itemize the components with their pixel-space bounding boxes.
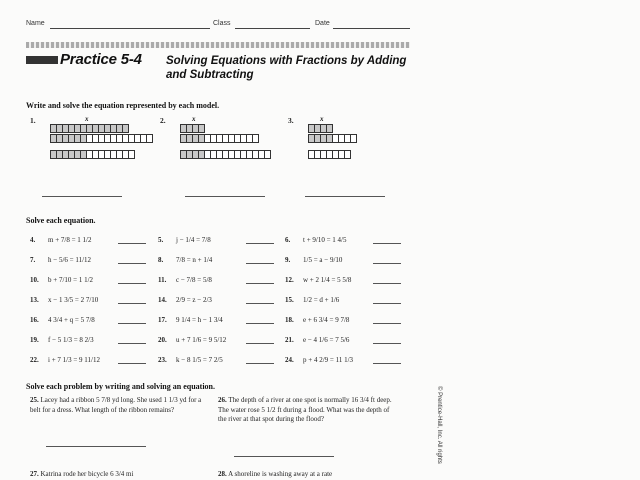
equation-item: 5. j − 1/4 = 7/8 <box>158 236 274 244</box>
answer-blank[interactable] <box>246 337 274 344</box>
equation-item: 4. m + 7/8 = 1 1/2 <box>30 236 146 244</box>
section2-heading: Solve each equation. <box>26 216 96 225</box>
answer-blank[interactable] <box>373 357 401 364</box>
equation-item: 19. f − 5 1/3 = 8 2/3 <box>30 336 146 344</box>
model-number: 3. <box>288 116 294 125</box>
answer-blank[interactable] <box>118 277 146 284</box>
equation-item: 18. e + 6 3/4 = 9 7/8 <box>285 316 401 324</box>
practice-subtitle: Solving Equations with Fractions by Adding and Subtracting <box>166 55 407 81</box>
date-field[interactable] <box>333 28 410 29</box>
answer-line-2[interactable] <box>185 196 265 197</box>
model-variable: x <box>192 115 196 123</box>
copyright-notice: © Prentice-Hall, Inc. All rights <box>436 386 442 464</box>
title-bar <box>26 56 58 64</box>
model-number: 2. <box>160 116 166 125</box>
equation-item: 24. p + 4 2/9 = 11 1/3 <box>285 356 401 364</box>
answer-blank[interactable] <box>373 277 401 284</box>
answer-blank[interactable] <box>118 317 146 324</box>
equation-item: 23. k − 8 1/5 = 7 2/5 <box>158 356 274 364</box>
model-number: 1. <box>30 116 36 125</box>
answer-blank[interactable] <box>118 237 146 244</box>
section1-heading: Write and solve the equation represented by each model. <box>26 101 220 110</box>
word-problem-28: 28. A shoreline is washing away at a rate <box>218 470 333 478</box>
answer-blank[interactable] <box>118 357 146 364</box>
practice-title: Practice 5-4 <box>60 51 142 68</box>
equation-item: 7. h − 5/6 = 11/12 <box>30 256 146 264</box>
equation-item: 16. 4 3/4 + q = 5 7/8 <box>30 316 146 324</box>
equation-item: 14. 2/9 = z − 2/3 <box>158 296 274 304</box>
equation-item: 6. t + 9/10 = 1 4/5 <box>285 236 401 244</box>
equation-item: 10. b + 7/10 = 1 1/2 <box>30 276 146 284</box>
answer-line-26[interactable] <box>234 456 334 457</box>
equation-item: 22. i + 7 1/3 = 9 11/12 <box>30 356 146 364</box>
model-3 <box>288 114 388 164</box>
equation-item: 20. u + 7 1/6 = 9 5/12 <box>158 336 274 344</box>
answer-line-25[interactable] <box>46 446 146 447</box>
model-variable: x <box>85 115 89 123</box>
equation-item: 12. w + 2 1/4 = 5 5/8 <box>285 276 401 284</box>
decorative-band <box>26 42 410 48</box>
word-problem-26: 26. The depth of a river at one spot is normally 16 3/4 ft deep. The water rose 5 1/2 ft during a flood. What was the depth of the river at that spot during the flood? <box>218 396 392 423</box>
class-label: Class <box>213 20 231 27</box>
equation-item: 11. c − 7/8 = 5/8 <box>158 276 274 284</box>
answer-blank[interactable] <box>373 337 401 344</box>
equation-item: 21. e − 4 1/6 = 7 5/6 <box>285 336 401 344</box>
answer-blank[interactable] <box>118 257 146 264</box>
answer-blank[interactable] <box>246 257 274 264</box>
section3-heading: Solve each problem by writing and solving an equation. <box>26 382 215 391</box>
answer-blank[interactable] <box>246 237 274 244</box>
equation-item: 17. 9 1/4 = h − 1 3/4 <box>158 316 274 324</box>
name-label: Name <box>26 20 45 27</box>
class-field[interactable] <box>235 28 310 29</box>
equation-item: 15. 1/2 = d + 1/6 <box>285 296 401 304</box>
answer-blank[interactable] <box>246 357 274 364</box>
model-variable: x <box>320 115 324 123</box>
model-2 <box>160 114 260 164</box>
answer-blank[interactable] <box>373 317 401 324</box>
answer-blank[interactable] <box>118 337 146 344</box>
equation-item: 8. 7/8 = n + 1/4 <box>158 256 274 264</box>
answer-line-1[interactable] <box>42 196 122 197</box>
equation-item: 9. 1/5 = a − 9/10 <box>285 256 401 264</box>
answer-blank[interactable] <box>246 297 274 304</box>
answer-line-3[interactable] <box>305 196 385 197</box>
word-problem-25: 25. Lacey had a ribbon 5 7/8 yd long. She used 1 1/3 yd for a belt for a dress. What length of the ribbon remains? <box>30 396 202 414</box>
model-1 <box>30 114 130 164</box>
answer-blank[interactable] <box>373 257 401 264</box>
answer-blank[interactable] <box>246 277 274 284</box>
equation-item: 13. x − 1 3/5 = 2 7/10 <box>30 296 146 304</box>
name-field[interactable] <box>50 28 210 29</box>
date-label: Date <box>315 20 330 27</box>
answer-blank[interactable] <box>373 297 401 304</box>
word-problem-27: 27. Katrina rode her bicycle 6 3/4 mi <box>30 470 134 478</box>
answer-blank[interactable] <box>118 297 146 304</box>
answer-blank[interactable] <box>246 317 274 324</box>
answer-blank[interactable] <box>373 237 401 244</box>
